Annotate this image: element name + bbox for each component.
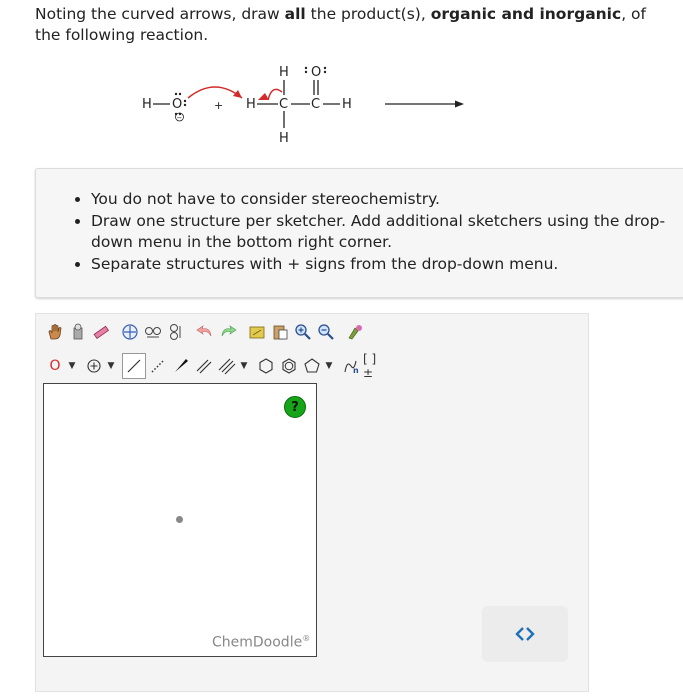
hydroxide-hydrogen: H	[142, 97, 152, 112]
hashed-bond-icon[interactable]	[147, 354, 169, 378]
aldehyde-hydrogen: H	[342, 97, 352, 112]
reaction-scheme	[130, 58, 480, 150]
bond-dropdown-arrow[interactable]: ▼	[240, 361, 248, 371]
chevron-left-right-icon	[514, 623, 536, 645]
zoom-in-icon[interactable]	[292, 320, 314, 344]
single-bond-icon[interactable]	[122, 353, 146, 379]
instructions-list	[36, 189, 681, 275]
lasso-select-icon[interactable]	[67, 320, 89, 344]
element-dropdown-arrow[interactable]: ▼	[68, 361, 76, 371]
substrate-hydrogen-left: H	[246, 97, 256, 112]
redo-icon[interactable]	[217, 320, 239, 344]
instruction-item: • You do not have to consider stereochemistry.	[91, 189, 681, 211]
cut-icon[interactable]	[246, 320, 268, 344]
toolbar-top	[44, 318, 367, 346]
flip-vertical-icon[interactable]	[165, 320, 187, 344]
bracket-tool-icon[interactable]: [ ]±	[363, 352, 377, 380]
substrate-hydrogen-top: H	[279, 65, 289, 80]
instructions-box	[35, 168, 683, 298]
expand-collapse-button[interactable]	[482, 606, 568, 662]
benzene-icon[interactable]	[278, 354, 300, 378]
cyclohexane-icon[interactable]	[255, 354, 277, 378]
chain-tool-icon[interactable]	[340, 354, 362, 378]
question-text: Noting the curved arrows, draw all the product(s), organic and inorganic, of the following reaction.	[35, 5, 646, 44]
double-bond-icon[interactable]	[193, 354, 215, 378]
instruction-item: • Draw one structure per sketcher. Add additional sketchers using the drop-down menu in the bottom right corner.	[91, 211, 681, 254]
sketcher-canvas[interactable]	[43, 383, 317, 657]
charge-dropdown-arrow[interactable]: ▼	[107, 361, 115, 371]
plus-sign: +	[214, 99, 224, 112]
toolbar-bottom	[44, 352, 386, 380]
wedge-bond-icon[interactable]	[170, 354, 192, 378]
hydroxide-oxygen: O	[172, 97, 183, 112]
reaction-arrow	[455, 101, 464, 108]
substrate-hydrogen-bottom: H	[279, 131, 289, 146]
paste-icon[interactable]	[269, 320, 291, 344]
hydroxide-charge: −	[176, 114, 183, 122]
cyclopentane-icon[interactable]	[301, 354, 323, 378]
charge-plus-icon[interactable]	[83, 354, 105, 378]
center-icon[interactable]	[119, 320, 141, 344]
substrate-carbon: C	[279, 97, 289, 112]
svg-text:n: n	[353, 366, 359, 375]
flip-horizontal-icon[interactable]	[142, 320, 164, 344]
canvas-center-dot	[176, 516, 183, 523]
undo-icon[interactable]	[194, 320, 216, 344]
ring-dropdown-arrow[interactable]: ▼	[325, 361, 333, 371]
chemdoodle-brand: ChemDoodle®	[212, 634, 311, 651]
clean-icon[interactable]	[344, 320, 366, 344]
carbonyl-oxygen: O	[311, 65, 322, 80]
zoom-out-icon[interactable]	[315, 320, 337, 344]
element-selector[interactable]: O	[49, 358, 61, 374]
eraser-icon[interactable]	[90, 320, 112, 344]
help-button[interactable]: ?	[284, 396, 306, 418]
triple-bond-icon[interactable]	[216, 354, 238, 378]
carbonyl-carbon: C	[311, 97, 321, 112]
hand-pan-icon[interactable]	[44, 320, 66, 344]
instruction-item: • Separate structures with + signs from the drop-down menu.	[91, 254, 681, 276]
